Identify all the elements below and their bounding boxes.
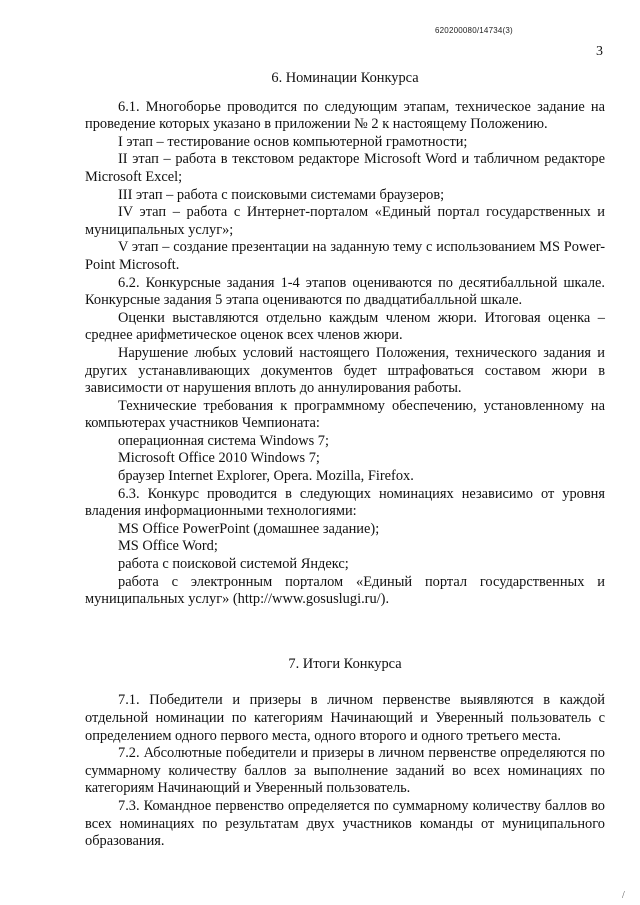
paragraph-7-3: 7.3. Командное первенство определяется по суммарному количеству баллов во всех номинациях по результатам двух участников команды от муниципального образования. xyxy=(85,797,605,850)
paragraph-tech-requirements: Технические требования к программному обеспечению, установленному на компьютерах участников Чемпионата: xyxy=(85,397,605,432)
stage-1: I этап – тестирование основ компьютерной грамотности; xyxy=(118,133,468,150)
section-7-title: 7. Итоги Конкурса xyxy=(288,655,402,672)
stage-4: IV этап – работа с Интернет-порталом «Единый портал государственных и муниципальных услуг»; xyxy=(85,204,605,238)
paragraph-6-2: 6.2. Конкурсные задания 1-4 этапов оцениваются по десятибалльной шкале. Конкурсные задания 5 этапа оцениваются по двадцатибалльной шкале. xyxy=(85,274,605,309)
paragraph-6-3: 6.3. Конкурс проводится в следующих номинациях независимо от уровня владения информационными технологиями: xyxy=(85,485,605,520)
requirement-os: операционная система Windows 7; xyxy=(118,432,329,449)
page-number: 3 xyxy=(596,44,603,59)
document-body xyxy=(85,70,605,851)
nomination-powerpoint: MS Office PowerPoint (домашнее задание); xyxy=(118,520,380,537)
stage-2: II этап – работа в текстовом редакторе Microsoft Word и табличном редакторе Microsoft Excel; xyxy=(85,151,605,185)
stage-5: V этап – создание презентации на заданную тему с использованием MS Power-Point Microsoft. xyxy=(85,239,605,273)
paragraph-6-1: 6.1. Многоборье проводится по следующим этапам, техническое задание на проведение которых указано в приложении № 2 к настоящему Положению. xyxy=(85,98,605,133)
paragraph-7-1: 7.1. Победители и призеры в личном первенстве выявляются в каждой отдельной номинации по категориям Начинающий и Уверенный пользователь с определением одного первого места, одного второго и одного третьего места. xyxy=(85,692,605,744)
nomination-yandex: работа с поисковой системой Яндекс; xyxy=(118,556,349,573)
paragraph-penalties: Нарушение любых условий настоящего Положения, технического задания и других устанавливающих документов будет штрафоваться составом жюри в зависимости от нарушения вплоть до аннулирования работы. xyxy=(85,344,605,397)
corner-mark: / xyxy=(622,890,625,901)
paragraph-scoring: Оценки выставляются отдельно каждым членом жюри. Итоговая оценка – среднее арифметическое оценок всех членов жюри. xyxy=(85,309,605,344)
paragraph-7-2: 7.2. Абсолютные победители и призеры в личном первенстве определяются по суммарному количеству баллов за выполнение заданий во всех номинациях по категориям Начинающий и Уверенный пользователь. xyxy=(85,745,605,797)
requirement-browser: браузер Internet Explorer, Opera. Mozilla, Firefox. xyxy=(118,468,414,485)
requirement-office: Microsoft Office 2010 Windows 7; xyxy=(118,450,320,467)
section-6-title: 6. Номинации Конкурса xyxy=(271,70,419,86)
stage-3: III этап – работа с поисковыми системами браузеров; xyxy=(118,186,445,203)
document-id: 620200080/14734(3) xyxy=(435,26,513,35)
nomination-gosuslugi: работа с электронным порталом «Единый портал государственных и муниципальных услуг» (http://www.gosuslugi.ru/). xyxy=(85,573,605,608)
nomination-word: MS Office Word; xyxy=(118,538,218,555)
